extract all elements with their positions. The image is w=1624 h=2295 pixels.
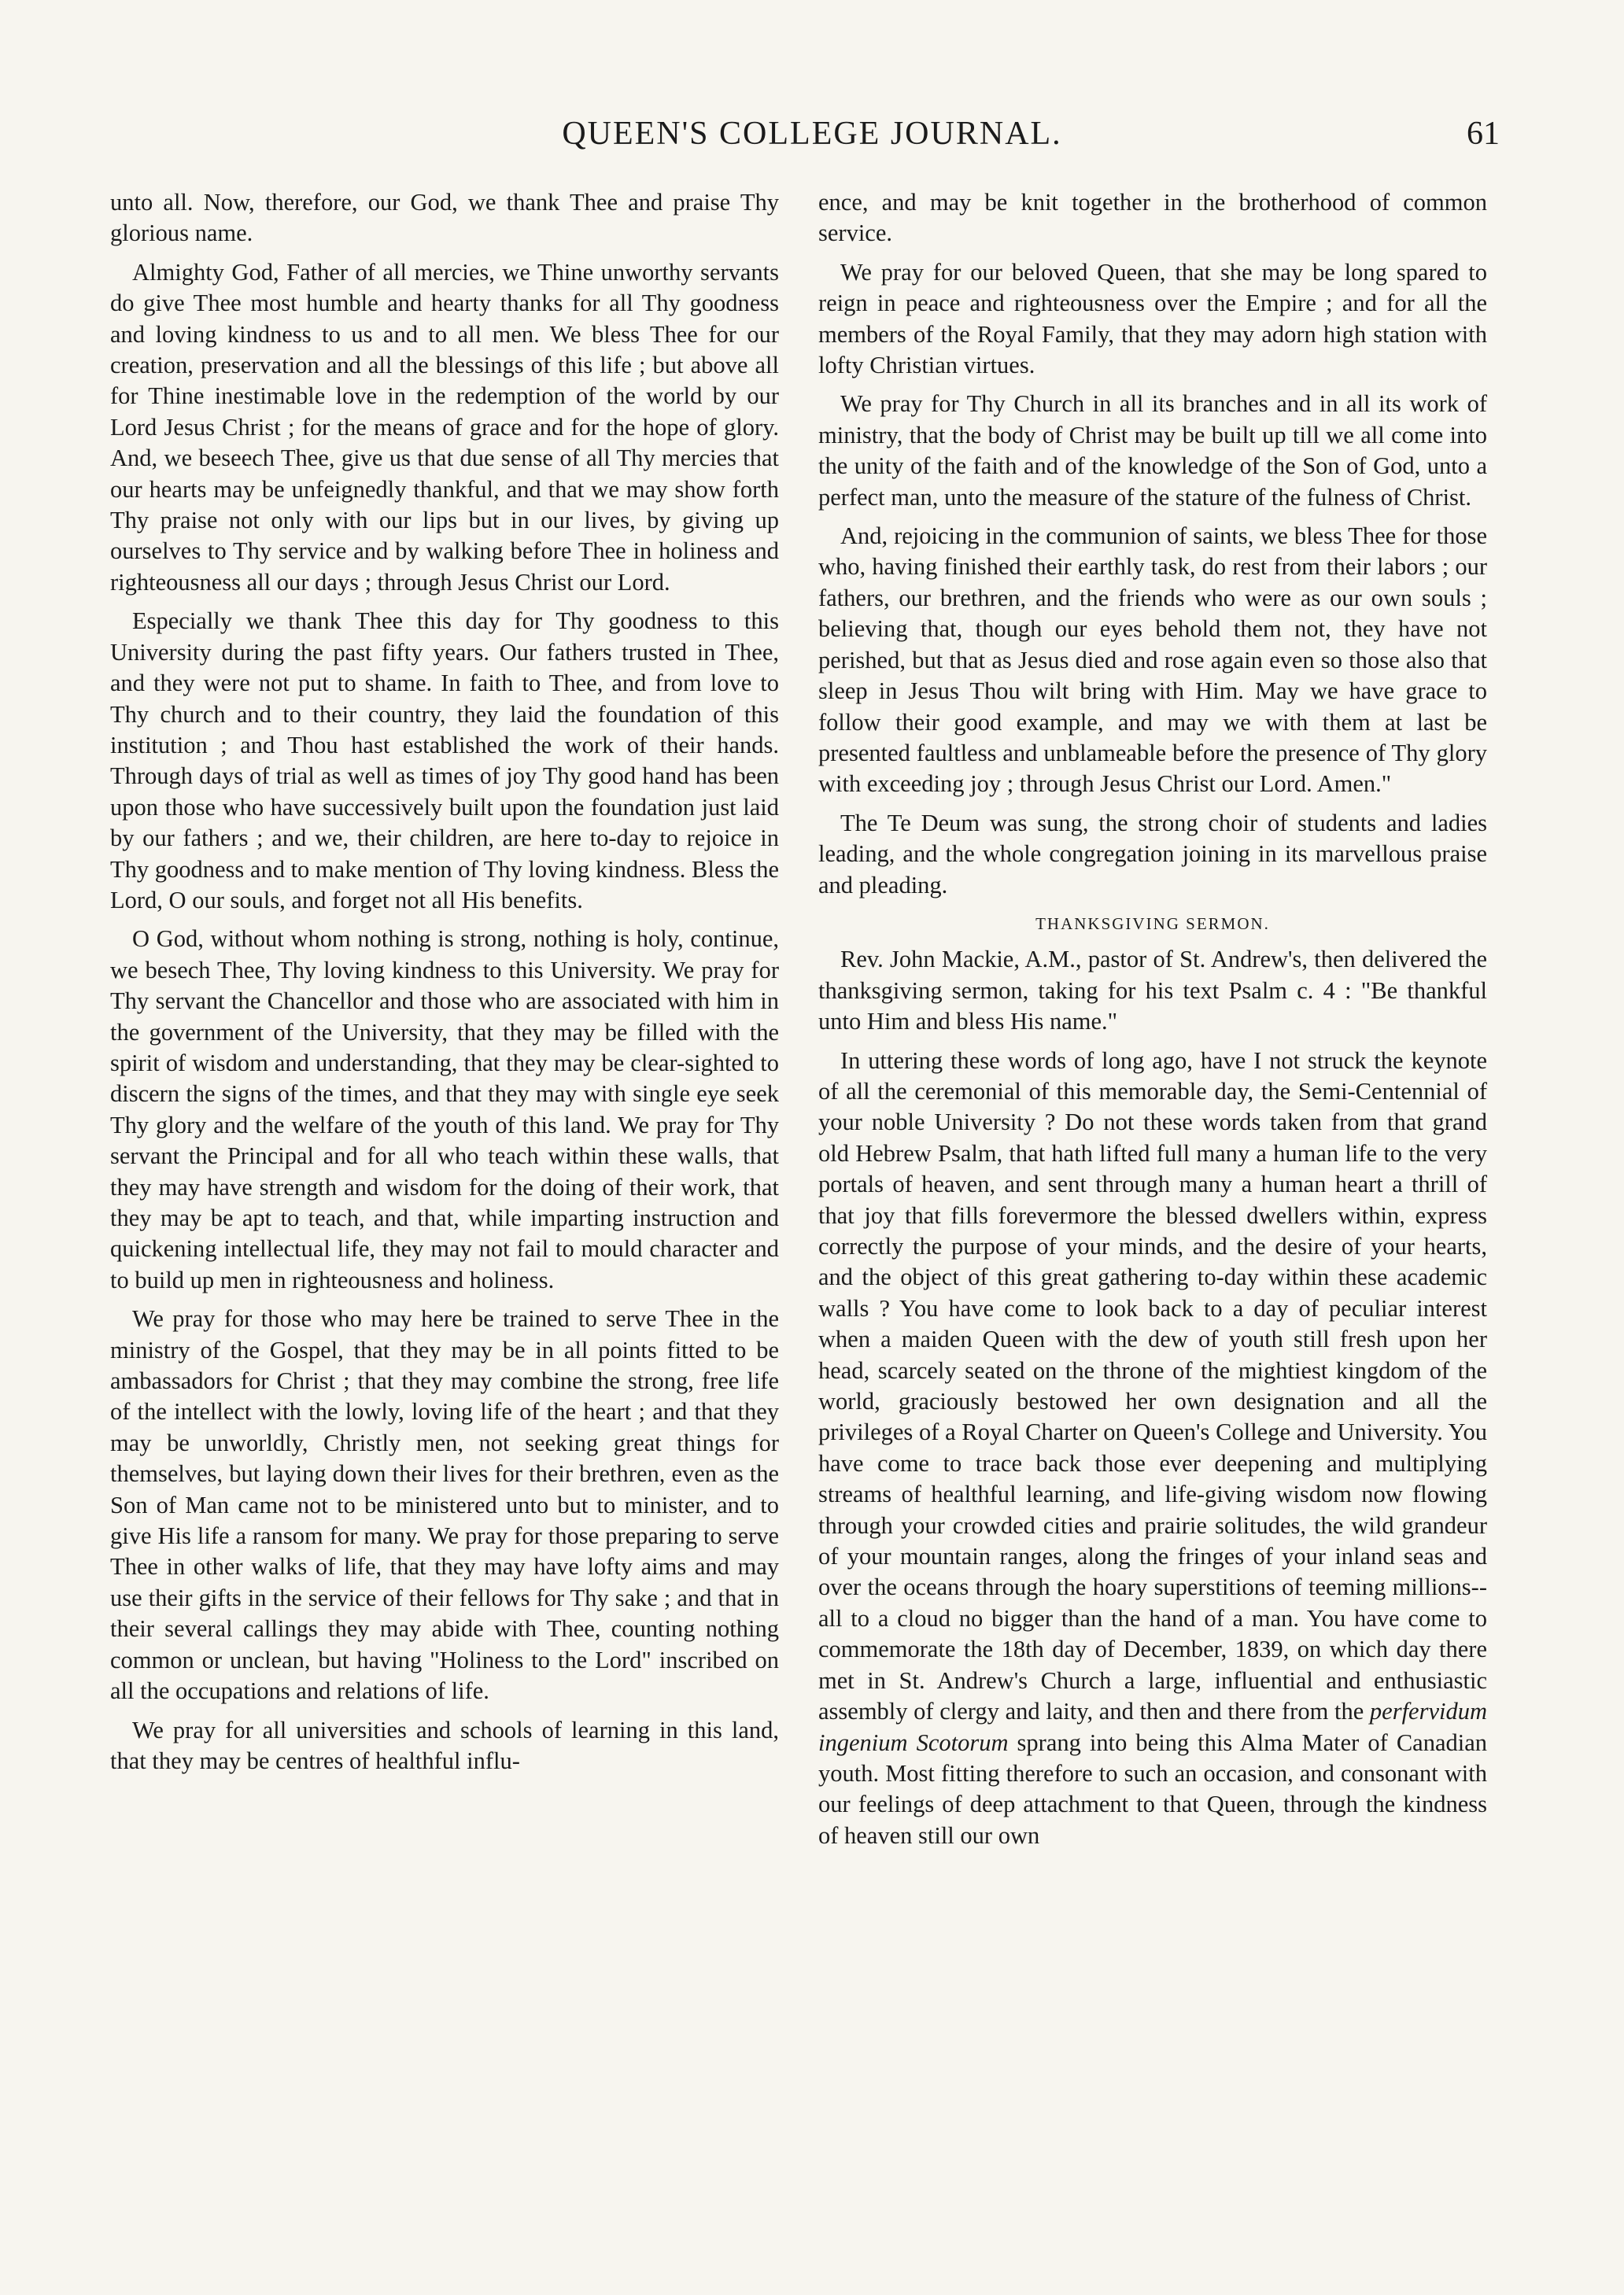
paragraph: ence, and may be knit together in the brotherhood of common service.: [818, 189, 1487, 247]
paragraph: We pray for our beloved Queen, that she may be long spared to reign in peace and righteousness over the Empire ; and for all the members of the Royal Family, that they may adorn high station with lofty Christian virtues.: [818, 258, 1487, 379]
page-number: 61: [1467, 116, 1500, 152]
paragraph: Especially we thank Thee this day for Thy goodness to this University during the past fifty years. Our fathers trusted in Thee, and they were not put to shame. In faith to Thee, and from love to Thy church and to their country, they laid the foundation of this institution ; and Thou hast established the work of their hands. Through days of trial as well as times of joy Thy good hand has been upon those who have successively built upon the foundation just laid by our fathers ; and we, their children, are here to-day to rejoice in Thy goodness and to make mention of Thy loving kindness. Bless the Lord, O our souls, and forget not all His benefits.: [110, 607, 779, 913]
paragraph: We pray for Thy Church in all its branches and in all its work of ministry, that the body of Christ may be built up till we all come into the unity of the faith and of the knowledge of the Son of God, unto a perfect man, unto the measure of the stature of the fulness of Christ.: [818, 390, 1487, 511]
paragraph: We pray for those who may here be trained to serve Thee in the ministry of the Gospel, that they may be in all points fitted to be ambassadors for Christ ; that they may combine the strong, free life of the intellect with the lowly, loving life of the heart ; and that they may be unworldly, Christly men, not seeking great things for themselves, but laying down their lives for their brethren, even as the Son of Man came not to be ministered unto but to minister, and to give His life a ransom for many. We pray for those preparing to serve Thee in other walks of life, that they may have lofty aims and may use their gifts in the service of their fellows for Thy sake ; and that in their several callings they may abide with Thee, counting nothing common or unclean, but having "Holiness to the Lord" inscribed on all the occupations and relations of life.: [110, 1305, 779, 1705]
left-column: [110, 187, 779, 1784]
paragraph: unto all. Now, therefore, our God, we thank Thee and praise Thy glorious name.: [110, 189, 779, 247]
latin-phrase: perfervidum ingenium Scotorum: [818, 1698, 1487, 1756]
paragraph: Almighty God, Father of all mercies, we Thine unworthy servants do give Thee most humble and hearty thanks for all Thy goodness and loving kindness to us and to all men. We bless Thee for our creation, preservation and all the blessings of this life ; but above all for Thine inestimable love in the redemption of the world by our Lord Jesus Christ ; for the means of grace and for the hope of glory. And, we beseech Thee, give us that due sense of all Thy mercies that our hearts may be unfeignedly thankful, and that we may show forth Thy praise not only with our lips but in our lives, by giving up ourselves to Thy service and by walking before Thee in holiness and righteousness all our days ; through Jesus Christ our Lord.: [110, 258, 779, 596]
paragraph-text: sprang into being this Alma Mater of Canadian youth. Most fitting therefore to such an occasion, and consonant with our feelings of deep attachment to that Queen, through the kindness of heaven still our own: [818, 1729, 1488, 1849]
paragraph: Rev. John Mackie, A.M., pastor of St. Andrew's, then delivered the thanksgiving sermon, taking for his text Psalm c. 4 : "Be thankful unto Him and bless His name.": [818, 946, 1487, 1035]
page-header: [0, 115, 1624, 162]
paragraph: The Te Deum was sung, the strong choir of students and ladies leading, and the whole congregation joining in its marvellous praise and pleading.: [818, 809, 1487, 898]
right-column: [818, 187, 1487, 1859]
paragraph: O God, without whom nothing is strong, nothing is holy, continue, we besech Thee, Thy loving kindness to this University. We pray for Thy servant the Chancellor and those who are associated with him in the government of the University, that they may be filled with the spirit of wisdom and understanding, that they may be clear-sighted to discern the signs of the times, and that they may with single eye seek Thy glory and the welfare of the youth of this land. We pray for Thy servant the Principal and for all who teach within these walls, that they may have strength and wisdom for the doing of their work, that they may be apt to teach, and that, while imparting instruction and quickening intellectual life, they may not fail to mould character and to build up men in righteousness and holiness.: [110, 925, 779, 1293]
paragraph-text: In uttering these words of long ago, have I not struck the keynote of all the ceremonial of this memorable day, the Semi-Centennial of your noble University ? Do not these words taken from that grand old Hebrew Psalm, that hath lifted full many a human life to the very portals of heaven, and sent through many a human heart a thrill of that joy that fills forevermore the blessed dwellers within, express correctly the purpose of your minds, and the desire of your hearts, and the object of this great gathering to-day within these academic walls ? You have come to look back to a day of peculiar interest when a maiden Queen with the dew of youth still fresh upon her head, scarcely seated on the throne of the mightiest kingdom of the world, graciously bestowed her own designation and all the privileges of a Royal Charter on Queen's College and University. You have come to trace back those ever deepening and multiplying streams of healthful learning, and life-giving wisdom now flowing through your crowded cities and prairie solitudes, the wild grandeur of your mountain ranges, along the fringes of your inland seas and over the oceans through the hoary superstitions of teeming millions--all to a cloud no bigger than the hand of a man. You have come to commemorate the 18th day of December, 1839, on which day there met in St. Andrew's Church a large, influential and enthusiastic assembly of clergy and laity, and then and there from the: [818, 1046, 1487, 1725]
paragraph: We pray for all universities and schools of learning in this land, that they may be centres of healthful influ-: [110, 1716, 779, 1774]
journal-title: QUEEN'S COLLEGE JOURNAL.: [562, 116, 1062, 152]
paragraph: And, rejoicing in the communion of saints, we bless Thee for those who, having finished their earthly task, do rest from their labors ; our fathers, our brethren, and the friends who were as our own souls ; believing that, though our eyes behold them not, they have not perished, but that as Jesus died and rose again even so those also that sleep in Jesus Thou wilt bring with Him. May we have grace to follow their good example, and may we with them at last be presented faultless and unblameable before the presence of Thy glory with exceeding joy ; through Jesus Christ our Lord. Amen.": [818, 522, 1487, 798]
section-heading: THANKSGIVING SERMON.: [1035, 913, 1270, 933]
paragraph: [818, 1046, 1487, 1852]
